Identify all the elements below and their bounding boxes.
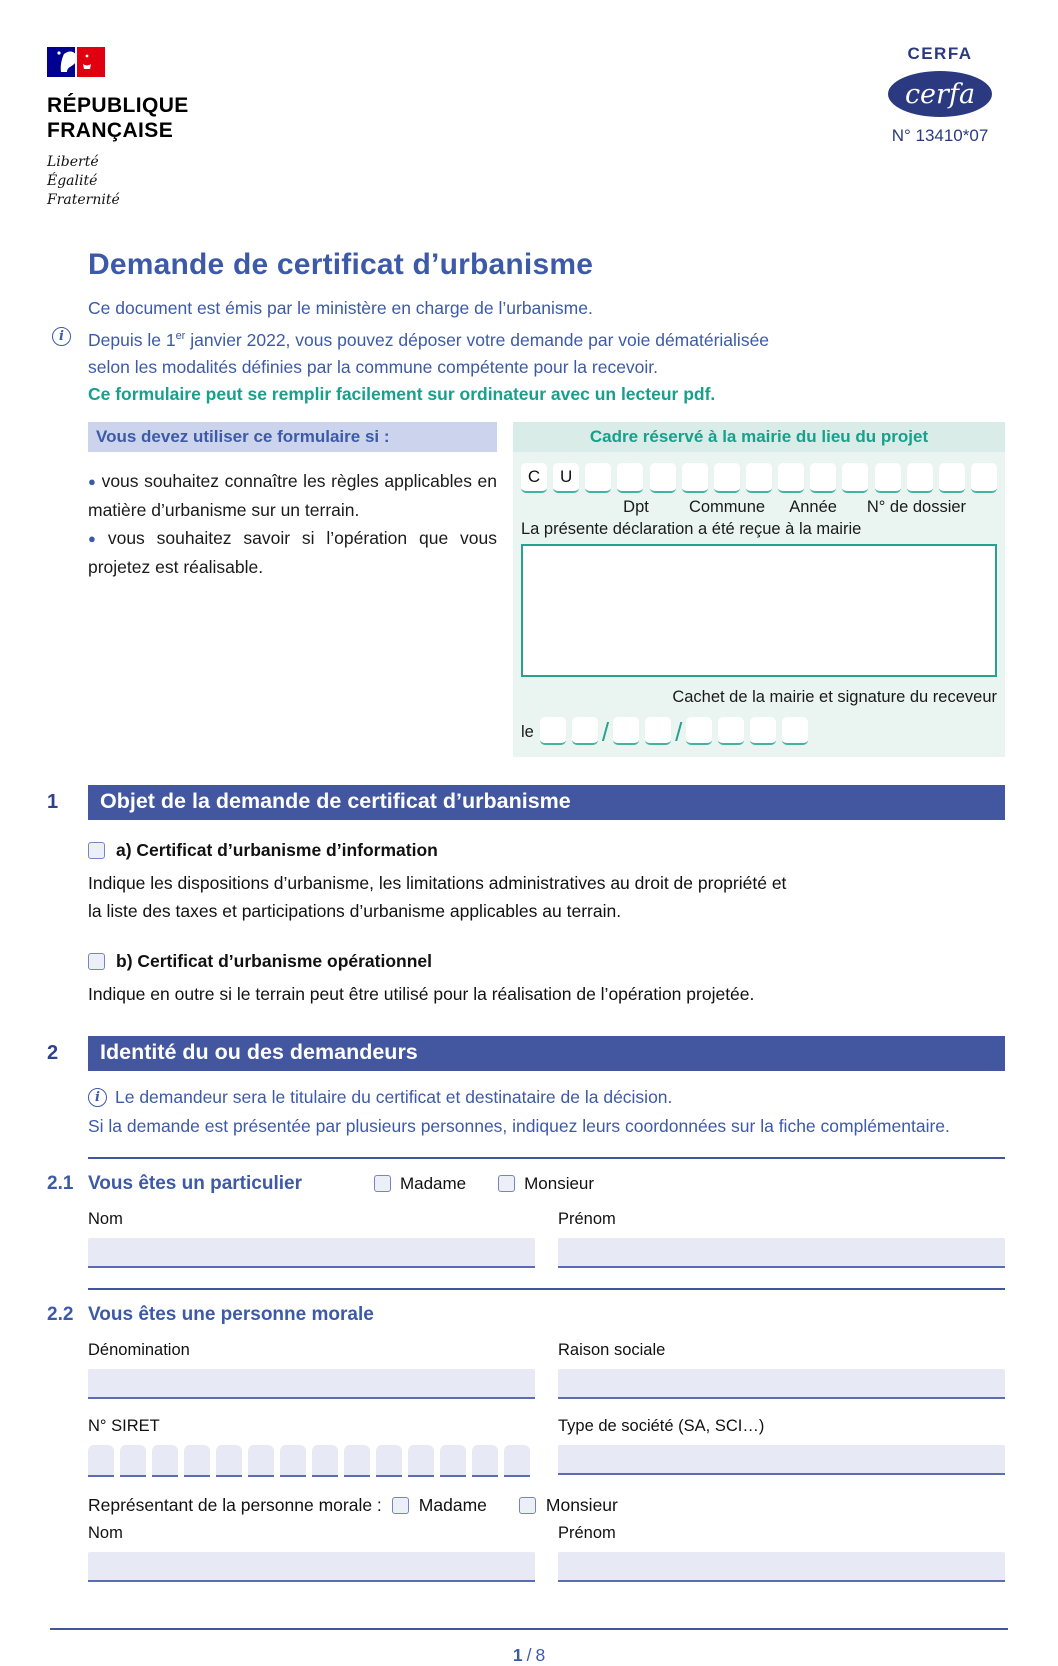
prenom-label: Prénom [558, 1209, 616, 1228]
intro-line-1: Ce document est émis par le ministère en charge de l’urbanisme. [88, 298, 593, 318]
monsieur-label: Monsieur [545, 1494, 618, 1515]
cerfa-logo-block [888, 44, 992, 146]
page-title: Demande de certificat d’urbanisme [88, 248, 594, 281]
total-pages: 8 [535, 1644, 546, 1665]
certificat-operationnel-option [88, 951, 1005, 972]
representant-prenom-field[interactable] [558, 1552, 1005, 1582]
motto-liberte: Liberté [47, 154, 99, 170]
republique-line: RÉPUBLIQUE [47, 94, 189, 117]
checkbox-monsieur[interactable] [498, 1175, 515, 1192]
mairie-code-cell[interactable] [585, 463, 611, 493]
date-cell[interactable] [613, 717, 639, 745]
type-societe-field[interactable] [558, 1445, 1005, 1475]
divider [88, 1288, 1005, 1290]
usage-bullet-2: ● vous souhaitez savoir si l’opération que vous projetez est réalisable. [88, 527, 497, 577]
mairie-code-cell[interactable] [842, 463, 868, 493]
superscript-er: er [175, 329, 186, 342]
usage-bullets [88, 467, 497, 581]
code-label-annee: Année [789, 497, 837, 516]
certificat-information-option [88, 840, 1005, 861]
siret-cell[interactable] [184, 1445, 210, 1477]
date-cell[interactable] [540, 717, 566, 745]
subsection-2-2-number: 2.2 [47, 1303, 74, 1325]
usage-bullet-1: ● vous souhaitez connaître les règles applicables en matière d’urbanisme sur un terrain. [88, 470, 497, 520]
mairie-code-cell[interactable] [971, 463, 997, 493]
siret-cell[interactable] [440, 1445, 466, 1477]
motto-fraternite: Fraternité [47, 192, 120, 208]
section-1-header [47, 785, 1005, 820]
intro-paragraph [59, 295, 1005, 409]
section-2-header [47, 1036, 1005, 1071]
mairie-code-cell[interactable] [650, 463, 676, 493]
prenom-field[interactable] [558, 1238, 1005, 1268]
motto [47, 153, 189, 210]
mairie-panel-header: Cadre réservé à la mairie du lieu du projet [513, 422, 1005, 452]
subsection-2-1-title: Vous êtes un particulier [88, 1172, 302, 1194]
certificat-information-label: a) Certificat d’urbanisme d’information [116, 839, 438, 860]
checkbox-representant-madame[interactable] [392, 1497, 409, 1514]
mairie-code-cell[interactable] [746, 463, 772, 493]
nom-field[interactable] [88, 1238, 535, 1268]
bullet-icon: ● [88, 530, 103, 546]
date-cell[interactable] [572, 717, 598, 745]
certificat-information-description: Indique les dispositions d’urbanisme, les limitations administratives au droit de propriété et la liste des taxes et participations d’urbanisme applicables au terrain. [88, 872, 787, 921]
footer-divider [50, 1628, 1008, 1630]
intro-line-2: Depuis le 1er janvier 2022, vous pouvez déposer votre demande par voie dématérialisée [88, 329, 770, 350]
usage-column [88, 422, 497, 757]
page-header [0, 0, 1058, 210]
siret-label: N° SIRET [88, 1416, 160, 1435]
subsection-2-2-title: Vous êtes une personne morale [88, 1303, 374, 1325]
current-page: 1 [512, 1644, 523, 1665]
civility-choices [374, 1174, 594, 1194]
siret-cell[interactable] [152, 1445, 178, 1477]
francaise-line: FRANÇAISE [47, 119, 174, 142]
republique-francaise-block [47, 44, 189, 210]
subsection-2-1-header [47, 1173, 1005, 1195]
checkbox-madame[interactable] [374, 1175, 391, 1192]
section-2-title: Identité du ou des demandeurs [88, 1036, 1005, 1071]
mairie-stamp-label: Cachet de la mairie et signature du receveur [672, 687, 997, 706]
date-cell[interactable] [645, 717, 671, 745]
date-label: le [521, 722, 534, 741]
cerfa-wordmark: CERFA [907, 44, 973, 63]
bullet-icon: ● [88, 473, 97, 489]
motto-egalite: Égalité [47, 173, 98, 189]
intro-line-3: selon les modalités définies par la commune compétente pour la recevoir. [88, 356, 659, 377]
denomination-field[interactable] [88, 1369, 535, 1399]
siret-cell[interactable] [88, 1445, 114, 1477]
date-separator: / [601, 716, 610, 747]
mairie-stamp-box [521, 544, 997, 677]
mairie-reserved-panel [513, 422, 1005, 757]
mairie-code-cell[interactable] [939, 463, 965, 493]
siret-cell[interactable] [344, 1445, 370, 1477]
type-societe-label: Type de société (SA, SCI…) [558, 1416, 765, 1435]
certificat-operationnel-label: b) Certificat d’urbanisme opérationnel [116, 950, 433, 971]
madame-label: Madame [418, 1494, 487, 1515]
monsieur-label: Monsieur [524, 1173, 595, 1193]
mairie-code-cell[interactable] [682, 463, 708, 493]
section-2-note: Si la demande est présentée par plusieurs personnes, indiquez leurs coordonnées sur la fiche complémentaire. [88, 1115, 950, 1136]
mairie-code-cell[interactable]: U [553, 463, 579, 493]
siret-cell[interactable] [216, 1445, 242, 1477]
representant-label: Représentant de la personne morale : [88, 1494, 382, 1515]
raison-sociale-field[interactable] [558, 1369, 1005, 1399]
section-1-title: Objet de la demande de certificat d’urbanisme [88, 785, 1005, 820]
representant-nom-field[interactable] [88, 1552, 535, 1582]
representant-prenom-label: Prénom [558, 1523, 616, 1542]
mairie-code-cell[interactable] [617, 463, 643, 493]
madame-label: Madame [399, 1173, 467, 1193]
denomination-label: Dénomination [88, 1340, 190, 1359]
siret-cell[interactable] [472, 1445, 498, 1477]
section-2-info: i Le demandeur sera le titulaire du certificat et destinataire de la décision. [88, 1087, 1005, 1108]
certificat-operationnel-description: Indique en outre si le terrain peut être utilisé pour la réalisation de l’opération projetée. [88, 983, 755, 1004]
siret-cell[interactable] [376, 1445, 402, 1477]
mairie-code-cell[interactable] [810, 463, 836, 493]
checkbox-representant-monsieur[interactable] [519, 1497, 536, 1514]
checkbox-certificat-operationnel[interactable] [88, 953, 105, 970]
siret-cell[interactable] [504, 1445, 530, 1477]
info-icon: i [88, 1088, 107, 1107]
info-icon: i [52, 327, 71, 346]
mairie-received-label: La présente déclaration a été reçue à la mairie [521, 519, 862, 538]
subsection-2-2-header [47, 1304, 1005, 1326]
mairie-code-cell[interactable] [778, 463, 804, 493]
siret-cell[interactable] [248, 1445, 274, 1477]
republique-wordmark [47, 93, 189, 143]
siret-cell[interactable] [408, 1445, 434, 1477]
mairie-code-row [513, 452, 1005, 493]
page-number [0, 1645, 1058, 1666]
date-cell[interactable] [782, 717, 808, 745]
intro-pdf-note: Ce formulaire peut se remplir facilement sur ordinateur avec un lecteur pdf. [88, 384, 716, 405]
date-cell[interactable] [718, 717, 744, 745]
representant-nom-label: Nom [88, 1523, 123, 1542]
mairie-date-row [513, 707, 1005, 745]
mairie-code-cell[interactable] [875, 463, 901, 493]
cerfa-form-number: N° 13410*07 [891, 126, 989, 145]
code-label-dossier: N° de dossier [866, 497, 967, 516]
siret-cell[interactable] [312, 1445, 338, 1477]
mairie-code-cell[interactable]: C [521, 463, 547, 493]
mairie-code-labels [513, 495, 1005, 519]
section-1-number: 1 [47, 790, 59, 813]
page-separator: / [526, 1644, 532, 1665]
mairie-code-cell[interactable] [907, 463, 933, 493]
code-label-commune: Commune [688, 497, 766, 516]
usage-header: Vous devez utiliser ce formulaire si : [88, 422, 497, 452]
representant-row [88, 1495, 1005, 1516]
raison-sociale-label: Raison sociale [558, 1340, 666, 1359]
siret-cell[interactable] [280, 1445, 306, 1477]
code-label-dpt: Dpt [623, 497, 649, 516]
mairie-code-cell[interactable] [714, 463, 740, 493]
nom-label: Nom [88, 1209, 123, 1228]
checkbox-certificat-information[interactable] [88, 842, 105, 859]
section-2-number: 2 [47, 1041, 59, 1064]
divider [88, 1157, 1005, 1159]
cerfa-oval-logo: cerfa [888, 71, 992, 117]
date-cell[interactable] [750, 717, 776, 745]
siret-cell[interactable] [120, 1445, 146, 1477]
date-cell[interactable] [686, 717, 712, 745]
mairie-date-cells [540, 717, 808, 745]
marianne-flag-logo [47, 44, 105, 80]
date-separator: / [675, 716, 683, 747]
siret-row [88, 1445, 535, 1477]
subsection-2-1-number: 2.1 [47, 1172, 74, 1194]
